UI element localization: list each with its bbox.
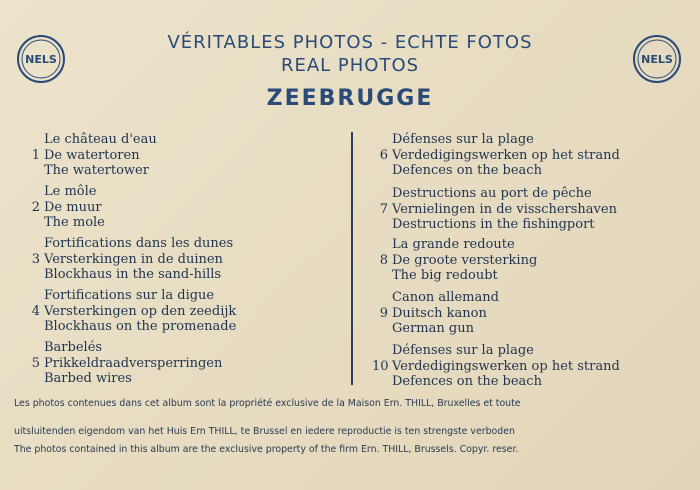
- entry-en: Blockhaus in the sand-hills: [44, 267, 222, 282]
- entry-en: Blockhaus on the promenade: [44, 319, 237, 334]
- entry-en: The mole: [44, 215, 105, 230]
- entry-en: The big redoubt: [392, 268, 498, 283]
- entry-number: 10: [372, 358, 389, 374]
- entry-number: 5: [31, 355, 40, 371]
- entry-nl: Verdedigingswerken op het strand: [392, 358, 620, 374]
- entry-nl: De muur: [44, 199, 102, 215]
- entry-number: 3: [31, 251, 40, 267]
- entry-number: 4: [31, 303, 40, 319]
- entry-fr: Défenses sur la plage: [392, 132, 534, 147]
- entry-number: 9: [379, 305, 388, 321]
- entry-nl: Vernielingen in de visschershaven: [392, 201, 617, 217]
- entry-fr: Canon allemand: [392, 290, 499, 305]
- entry-en: German gun: [392, 321, 474, 336]
- entry-fr: Fortifications sur la digue: [44, 288, 215, 303]
- entry-en: The watertower: [44, 163, 149, 178]
- entry-fr: La grande redoute: [392, 237, 515, 252]
- entry-number: 1: [31, 147, 40, 163]
- column-divider: [351, 132, 353, 385]
- page-title: ZEEBRUGGE: [266, 86, 434, 111]
- entry-number: 8: [379, 252, 388, 268]
- entry-nl: Duitsch kanon: [392, 305, 487, 321]
- entry-fr: Le château d'eau: [44, 132, 157, 147]
- entry-number: 2: [31, 199, 40, 215]
- entry-en: Barbed wires: [44, 371, 132, 386]
- entry-fr: Fortifications dans les dunes: [44, 236, 234, 251]
- entry-fr: Destructions au port de pêche: [392, 186, 592, 201]
- entry-number: 6: [379, 147, 388, 163]
- header-real-photos: REAL PHOTOS: [280, 55, 420, 76]
- entry-fr: Barbelés: [44, 340, 103, 355]
- copyright-fr-line: Les photos contenues dans cet album sont la propriété exclusive de la Maison Ern. THILL, Bruxelles et toute: [14, 398, 521, 409]
- entry-fr: Défenses sur la plage: [392, 343, 534, 358]
- entry-en: Defences on the beach: [392, 163, 542, 178]
- entry-nl: Versterkingen op den zeedijk: [44, 303, 237, 319]
- logo-text: NELS: [25, 53, 57, 66]
- entry-fr: Le môle: [44, 184, 97, 199]
- entry-number: 7: [379, 201, 388, 217]
- entry-nl: Verdedigingswerken op het strand: [392, 147, 620, 163]
- header-languages: VÉRITABLES PHOTOS - ECHTE FOTOS: [167, 32, 533, 53]
- entry-nl: De watertoren: [44, 147, 140, 163]
- entry-nl: De groote versterking: [392, 252, 538, 268]
- entry-en: Defences on the beach: [392, 374, 542, 389]
- entry-nl: Prikkeldraadversperringen: [44, 355, 223, 371]
- entry-en: Destructions in the fishingport: [392, 217, 595, 232]
- copyright-nl-line: uitsluitenden eigendom van het Huis Ern THILL, te Brussel en iedere reproductie is ten strengste verboden: [14, 426, 515, 437]
- copyright-en-line: The photos contained in this album are the exclusive property of the firm Ern. THILL, Brussels. Copyr. reser.: [14, 444, 519, 455]
- entry-nl: Versterkingen in de duinen: [44, 251, 223, 267]
- logo-text: NELS: [641, 53, 673, 66]
